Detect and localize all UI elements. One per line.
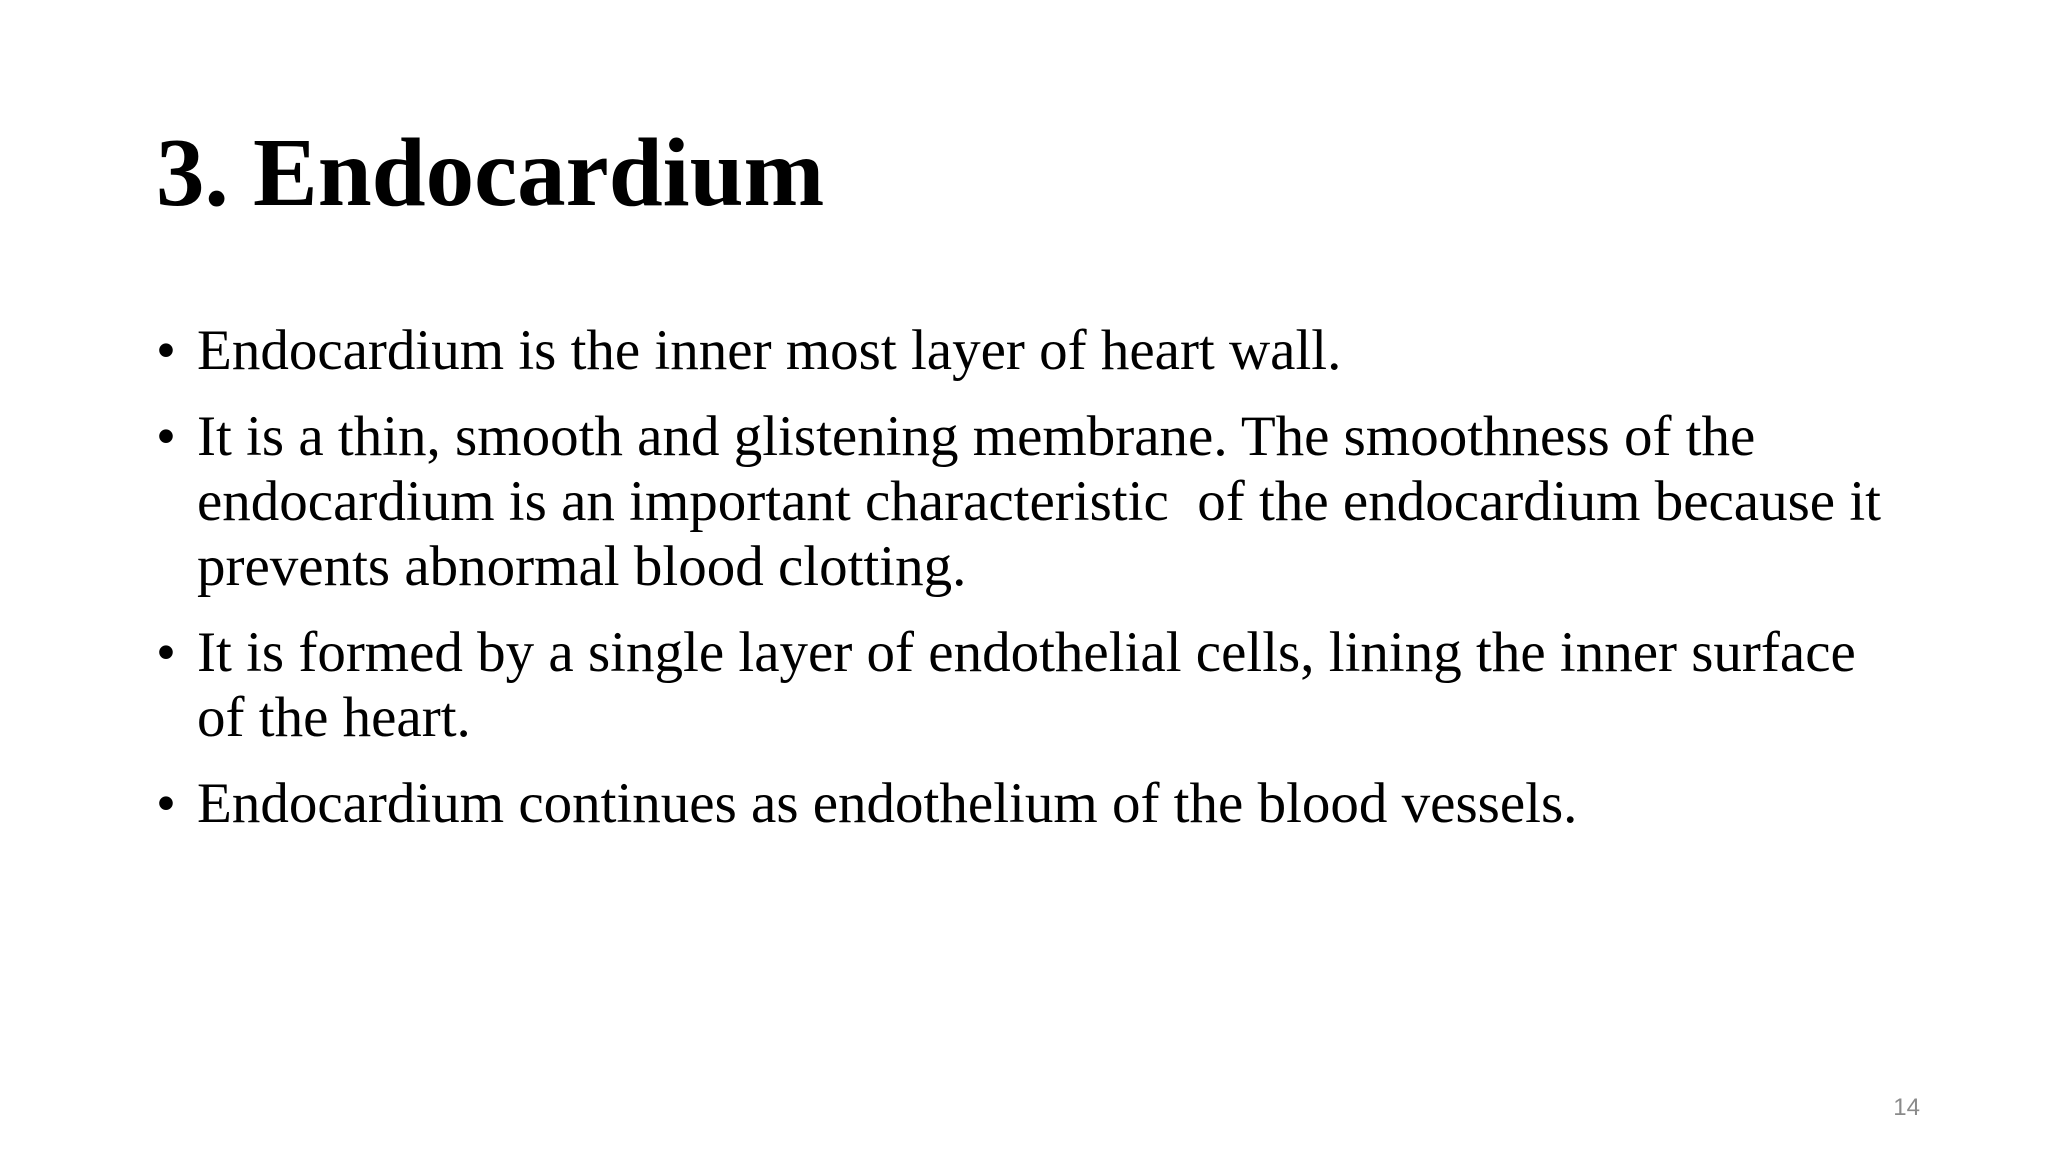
bullet-text: It is a thin, smooth and glistening membrane. The smoothness of the endocardium is an important characteristic of the endocardium because it prevents abnormal blood clotting. [197,405,1896,598]
bullet-text: Endocardium is the inner most layer of heart wall. [197,319,1342,382]
bullet-text: It is formed by a single layer of endothelial cells, lining the inner surface of the heart. [197,621,1856,749]
bullet-item [156,771,1916,836]
bullet-list [156,318,1916,857]
bullet-item [156,318,1916,383]
bullet-item [156,404,1916,599]
bullet-item [156,620,1916,750]
page-number: 14 [1893,1094,1920,1121]
bullet-text: Endocardium continues as endothelium of the blood vessels. [197,772,1578,835]
bullet-icon: • [156,405,176,468]
bullet-icon: • [156,319,176,382]
slide-title: 3. Endocardium [156,119,825,226]
bullet-icon: • [156,621,176,684]
bullet-icon: • [156,772,176,835]
